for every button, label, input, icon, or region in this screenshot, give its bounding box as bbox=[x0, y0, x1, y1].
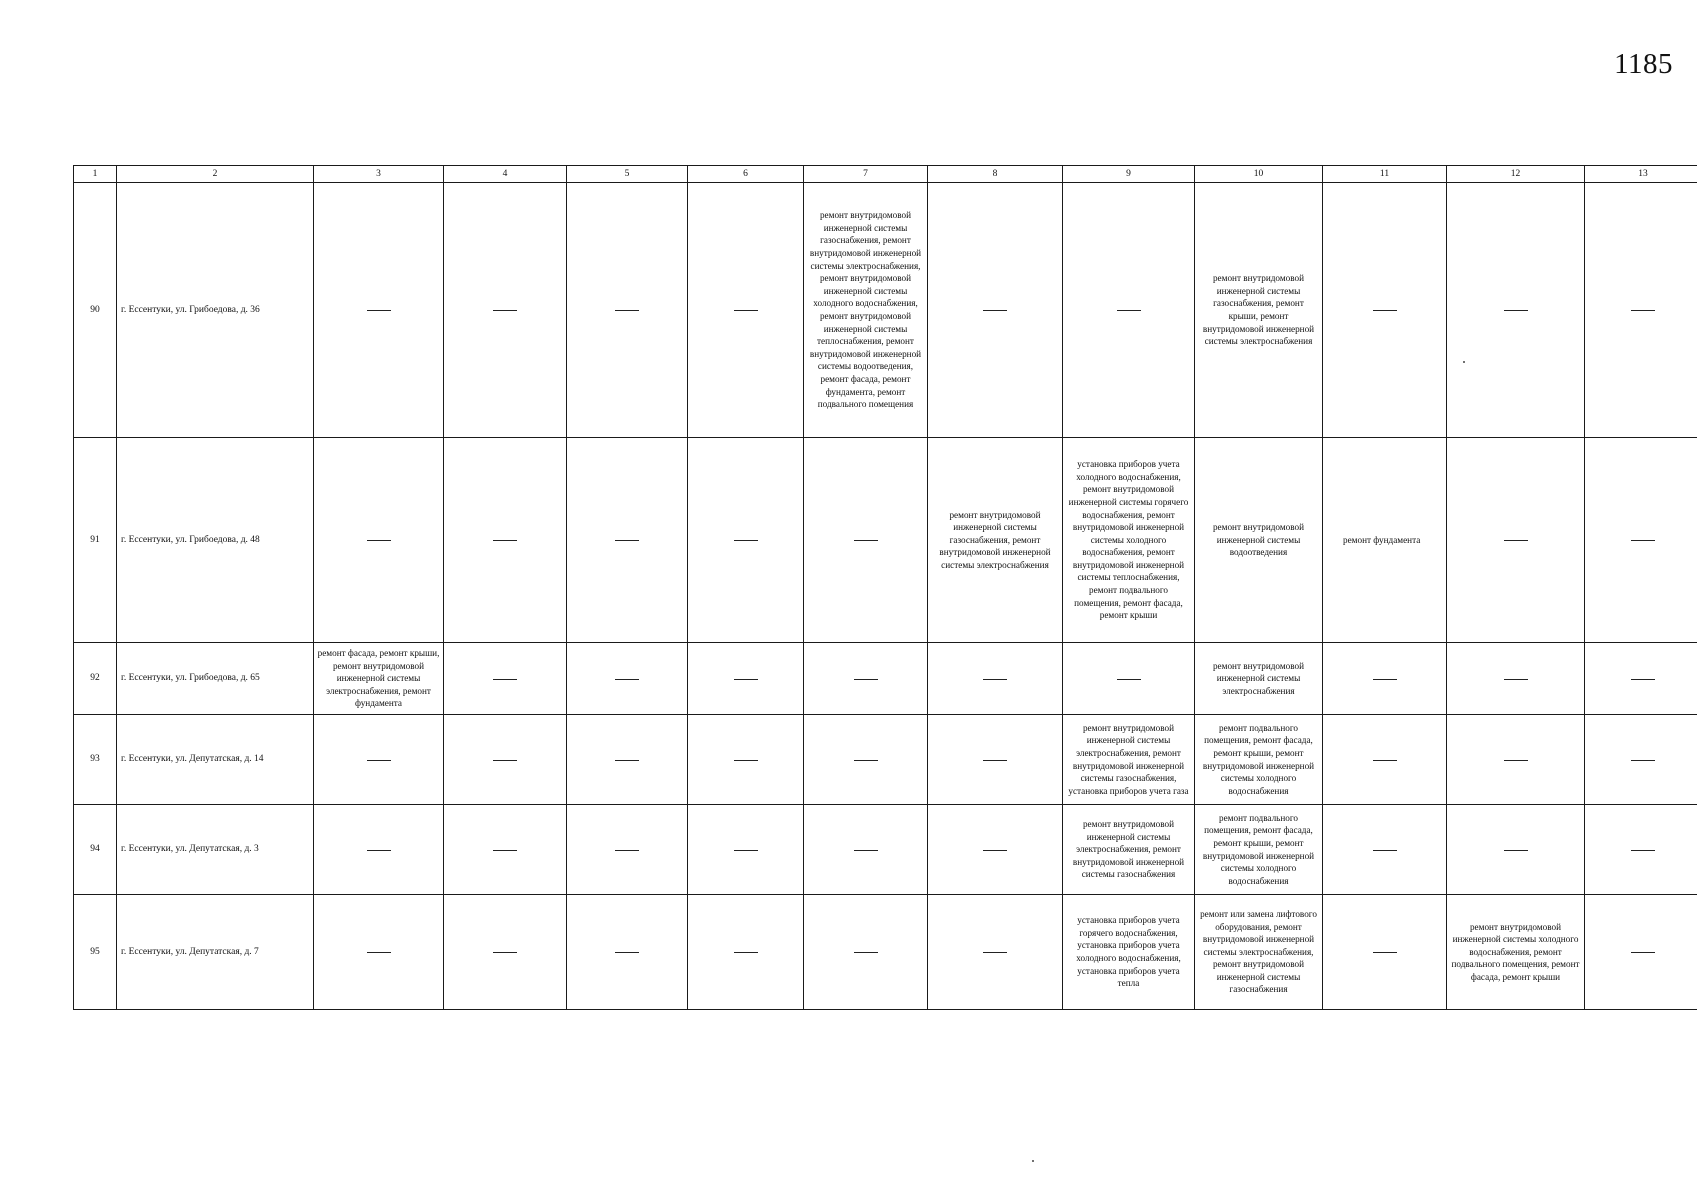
column-header: 2 bbox=[117, 166, 314, 183]
empty-dash-cell bbox=[688, 438, 804, 643]
dash-mark bbox=[1631, 310, 1655, 311]
column-header: 13 bbox=[1585, 166, 1697, 183]
empty-dash-cell bbox=[444, 183, 567, 438]
empty-dash-cell bbox=[1323, 805, 1447, 895]
dash-mark bbox=[854, 679, 878, 680]
empty-dash-cell bbox=[314, 895, 444, 1010]
work-description-cell: ремонт внутридомовой инженерной системы холодного водоснабжения, ремонт подвального помещения, ремонт фасада, ремонт крыши bbox=[1447, 895, 1585, 1010]
dash-mark bbox=[1504, 540, 1528, 541]
table-row bbox=[74, 715, 1697, 805]
empty-dash-cell bbox=[688, 715, 804, 805]
empty-dash-cell bbox=[1447, 183, 1585, 438]
empty-dash-cell bbox=[567, 643, 688, 715]
address-cell: г. Ессентуки, ул. Грибоедова, д. 36 bbox=[117, 183, 314, 438]
empty-dash-cell bbox=[1585, 895, 1697, 1010]
dash-mark bbox=[1631, 679, 1655, 680]
dash-mark bbox=[367, 952, 391, 953]
empty-dash-cell bbox=[1323, 643, 1447, 715]
address-cell: г. Ессентуки, ул. Депутатская, д. 14 bbox=[117, 715, 314, 805]
dash-mark bbox=[734, 540, 758, 541]
dash-mark bbox=[367, 760, 391, 761]
dash-mark bbox=[615, 679, 639, 680]
work-description-cell: ремонт или замена лифтового оборудования, ремонт внутридомовой инженерной системы электроснабжения, ремонт внутридомовой инженерной системы газоснабжения bbox=[1195, 895, 1323, 1010]
repair-schedule-table bbox=[73, 165, 1697, 1010]
column-header: 9 bbox=[1063, 166, 1195, 183]
dash-mark bbox=[1117, 679, 1141, 680]
work-description-cell: ремонт внутридомовой инженерной системы электроснабжения bbox=[1195, 643, 1323, 715]
empty-dash-cell bbox=[567, 183, 688, 438]
work-description-cell: ремонт внутридомовой инженерной системы водоотведения bbox=[1195, 438, 1323, 643]
empty-dash-cell bbox=[1585, 438, 1697, 643]
dash-mark bbox=[854, 540, 878, 541]
dash-mark bbox=[734, 679, 758, 680]
row-number: 91 bbox=[74, 438, 117, 643]
dash-mark bbox=[493, 679, 517, 680]
column-header: 6 bbox=[688, 166, 804, 183]
address-cell: г. Ессентуки, ул. Грибоедова, д. 48 bbox=[117, 438, 314, 643]
empty-dash-cell bbox=[928, 805, 1063, 895]
column-number-row bbox=[74, 166, 1697, 183]
dash-mark bbox=[734, 310, 758, 311]
empty-dash-cell bbox=[804, 895, 928, 1010]
empty-dash-cell bbox=[688, 183, 804, 438]
empty-dash-cell bbox=[314, 438, 444, 643]
dash-mark bbox=[493, 310, 517, 311]
table-row bbox=[74, 895, 1697, 1010]
dash-mark bbox=[1504, 679, 1528, 680]
dash-mark bbox=[1117, 310, 1141, 311]
dash-mark bbox=[854, 760, 878, 761]
empty-dash-cell bbox=[1585, 643, 1697, 715]
table-row bbox=[74, 438, 1697, 643]
dash-mark bbox=[615, 760, 639, 761]
address-cell: г. Ессентуки, ул. Депутатская, д. 3 bbox=[117, 805, 314, 895]
table-row bbox=[74, 183, 1697, 438]
empty-dash-cell bbox=[567, 438, 688, 643]
empty-dash-cell bbox=[567, 805, 688, 895]
column-header: 11 bbox=[1323, 166, 1447, 183]
dash-mark bbox=[983, 310, 1007, 311]
dash-mark bbox=[493, 850, 517, 851]
empty-dash-cell bbox=[1323, 895, 1447, 1010]
empty-dash-cell bbox=[567, 715, 688, 805]
table-row bbox=[74, 805, 1697, 895]
dash-mark bbox=[734, 952, 758, 953]
empty-dash-cell bbox=[928, 183, 1063, 438]
empty-dash-cell bbox=[314, 715, 444, 805]
dash-mark bbox=[1373, 310, 1397, 311]
work-description-cell: ремонт внутридомовой инженерной системы газоснабжения, ремонт внутридомовой инженерной системы электроснабжения, ремонт внутридомовой инженерной системы холодного водоснабжения, ремонт внутридомовой инженерной системы теплоснабжения, ремонт внутридомовой инженерной системы водоотведения, ремонт фасада, ремонт фундамента, ремонт подвального помещения bbox=[804, 183, 928, 438]
row-number: 94 bbox=[74, 805, 117, 895]
dash-mark bbox=[734, 850, 758, 851]
row-number: 90 bbox=[74, 183, 117, 438]
dash-mark bbox=[983, 952, 1007, 953]
column-header: 7 bbox=[804, 166, 928, 183]
address-cell: г. Ессентуки, ул. Депутатская, д. 7 bbox=[117, 895, 314, 1010]
empty-dash-cell bbox=[314, 183, 444, 438]
dash-mark bbox=[615, 310, 639, 311]
dash-mark bbox=[983, 679, 1007, 680]
column-header: 5 bbox=[567, 166, 688, 183]
empty-dash-cell bbox=[1447, 438, 1585, 643]
empty-dash-cell bbox=[1585, 805, 1697, 895]
dash-mark bbox=[1504, 850, 1528, 851]
work-description-cell: ремонт подвального помещения, ремонт фасада, ремонт крыши, ремонт внутридомовой инженерной системы холодного водоснабжения bbox=[1195, 715, 1323, 805]
empty-dash-cell bbox=[1447, 643, 1585, 715]
empty-dash-cell bbox=[444, 715, 567, 805]
column-header: 12 bbox=[1447, 166, 1585, 183]
work-description-cell: ремонт фасада, ремонт крыши, ремонт внутридомовой инженерной системы электроснабжения, ремонт фундамента bbox=[314, 643, 444, 715]
empty-dash-cell bbox=[928, 715, 1063, 805]
dash-mark bbox=[983, 760, 1007, 761]
empty-dash-cell bbox=[1323, 715, 1447, 805]
empty-dash-cell bbox=[444, 895, 567, 1010]
column-header: 8 bbox=[928, 166, 1063, 183]
empty-dash-cell bbox=[1585, 715, 1697, 805]
row-number: 95 bbox=[74, 895, 117, 1010]
empty-dash-cell bbox=[1323, 183, 1447, 438]
dash-mark bbox=[615, 850, 639, 851]
empty-dash-cell bbox=[804, 715, 928, 805]
work-description-cell: ремонт фундамента bbox=[1323, 438, 1447, 643]
dash-mark bbox=[493, 760, 517, 761]
empty-dash-cell bbox=[1063, 643, 1195, 715]
empty-dash-cell bbox=[314, 805, 444, 895]
dash-mark bbox=[854, 952, 878, 953]
dash-mark bbox=[1631, 760, 1655, 761]
dash-mark bbox=[1373, 760, 1397, 761]
empty-dash-cell bbox=[444, 805, 567, 895]
dash-mark bbox=[1631, 540, 1655, 541]
column-header: 1 bbox=[74, 166, 117, 183]
dash-mark bbox=[615, 952, 639, 953]
column-header: 10 bbox=[1195, 166, 1323, 183]
empty-dash-cell bbox=[688, 643, 804, 715]
empty-dash-cell bbox=[928, 643, 1063, 715]
work-description-cell: ремонт внутридомовой инженерной системы электроснабжения, ремонт внутридомовой инженерной системы газоснабжения, установка приборов учета газа bbox=[1063, 715, 1195, 805]
work-description-cell: установка приборов учета холодного водоснабжения, ремонт внутридомовой инженерной системы горячего водоснабжения, ремонт внутридомовой инженерной системы холодного водоснабжения, ремонт внутридомовой инженерной системы теплоснабжения, ремонт подвального помещения, ремонт фасада, ремонт крыши bbox=[1063, 438, 1195, 643]
column-header: 3 bbox=[314, 166, 444, 183]
dash-mark bbox=[1504, 760, 1528, 761]
work-description-cell: ремонт внутридомовой инженерной системы электроснабжения, ремонт внутридомовой инженерной системы газоснабжения bbox=[1063, 805, 1195, 895]
dash-mark bbox=[1631, 850, 1655, 851]
page-number: 1185 bbox=[1614, 48, 1673, 80]
address-cell: г. Ессентуки, ул. Грибоедова, д. 65 bbox=[117, 643, 314, 715]
empty-dash-cell bbox=[1447, 805, 1585, 895]
dash-mark bbox=[493, 952, 517, 953]
dash-mark bbox=[1373, 850, 1397, 851]
empty-dash-cell bbox=[804, 643, 928, 715]
row-number: 92 bbox=[74, 643, 117, 715]
empty-dash-cell bbox=[688, 805, 804, 895]
work-description-cell: ремонт внутридомовой инженерной системы газоснабжения, ремонт крыши, ремонт внутридомовой инженерной системы электроснабжения bbox=[1195, 183, 1323, 438]
empty-dash-cell bbox=[444, 643, 567, 715]
row-number: 93 bbox=[74, 715, 117, 805]
scan-speck bbox=[1463, 361, 1465, 363]
dash-mark bbox=[854, 850, 878, 851]
dash-mark bbox=[1504, 310, 1528, 311]
dash-mark bbox=[367, 540, 391, 541]
empty-dash-cell bbox=[688, 895, 804, 1010]
empty-dash-cell bbox=[804, 438, 928, 643]
dash-mark bbox=[367, 850, 391, 851]
work-description-cell: ремонт подвального помещения, ремонт фасада, ремонт крыши, ремонт внутридомовой инженерной системы холодного водоснабжения bbox=[1195, 805, 1323, 895]
scan-speck bbox=[1032, 1160, 1034, 1162]
dash-mark bbox=[983, 850, 1007, 851]
column-header: 4 bbox=[444, 166, 567, 183]
work-description-cell: ремонт внутридомовой инженерной системы газоснабжения, ремонт внутридомовой инженерной системы электроснабжения bbox=[928, 438, 1063, 643]
empty-dash-cell bbox=[444, 438, 567, 643]
empty-dash-cell bbox=[804, 805, 928, 895]
empty-dash-cell bbox=[1585, 183, 1697, 438]
dash-mark bbox=[615, 540, 639, 541]
dash-mark bbox=[1631, 952, 1655, 953]
work-description-cell: установка приборов учета горячего водоснабжения, установка приборов учета холодного водоснабжения, установка приборов учета тепла bbox=[1063, 895, 1195, 1010]
table-row bbox=[74, 643, 1697, 715]
dash-mark bbox=[493, 540, 517, 541]
dash-mark bbox=[1373, 679, 1397, 680]
empty-dash-cell bbox=[1063, 183, 1195, 438]
empty-dash-cell bbox=[567, 895, 688, 1010]
dash-mark bbox=[367, 310, 391, 311]
empty-dash-cell bbox=[928, 895, 1063, 1010]
dash-mark bbox=[734, 760, 758, 761]
dash-mark bbox=[1373, 952, 1397, 953]
empty-dash-cell bbox=[1447, 715, 1585, 805]
